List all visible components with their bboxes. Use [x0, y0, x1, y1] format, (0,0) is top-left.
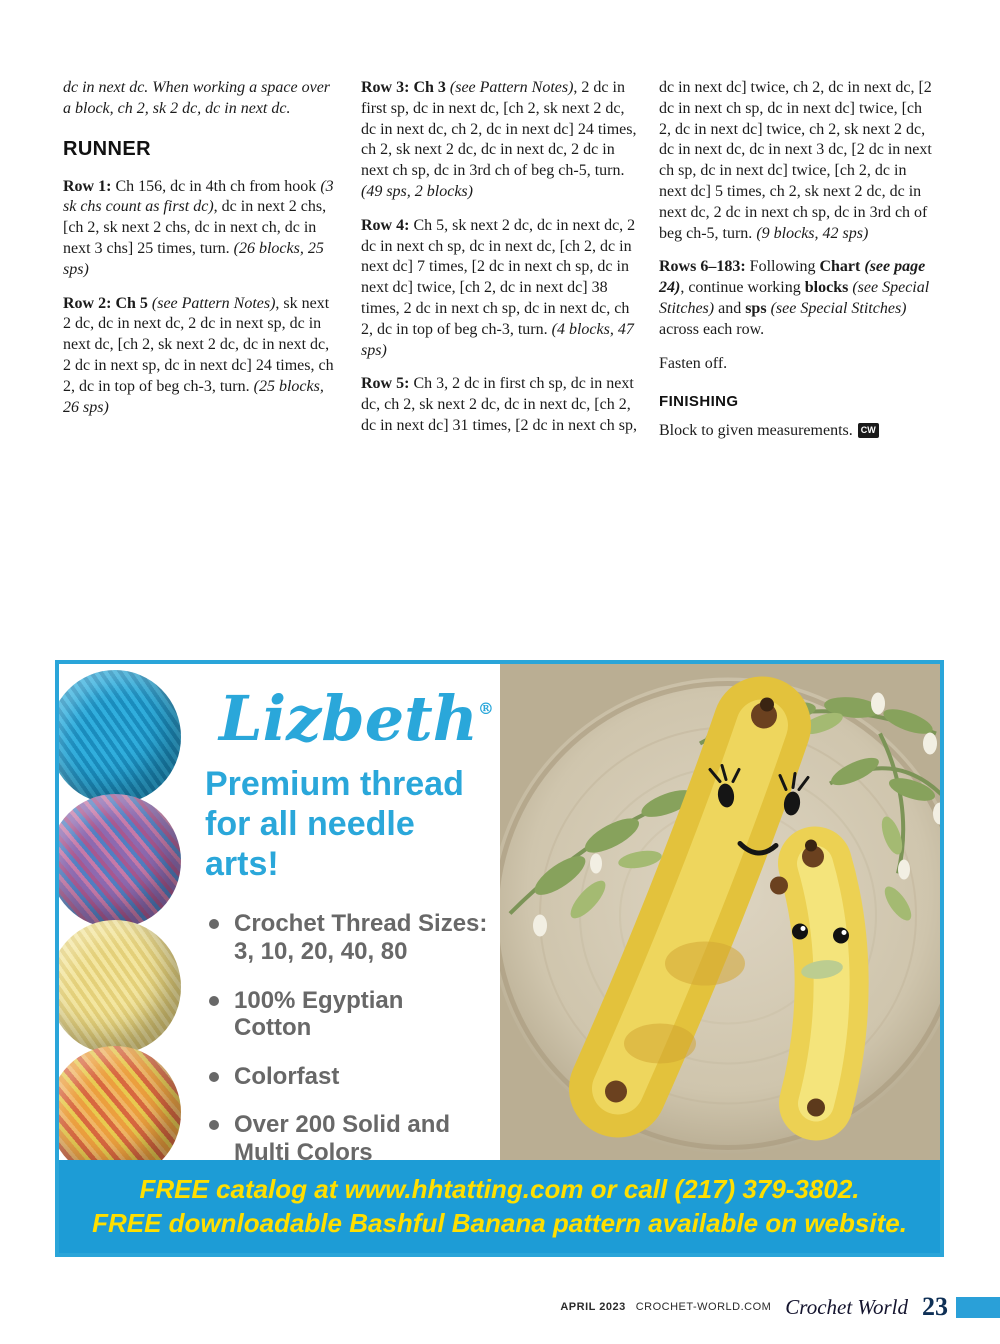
chart-ref: Chart [819, 258, 865, 276]
row-1-count: (26 blocks, 25 sps) [63, 239, 324, 278]
feature-list [205, 910, 494, 1160]
bullet-text-line: Crochet Thread Sizes: [234, 910, 488, 938]
bullet-text-line: Cotton [234, 1014, 312, 1042]
row-1-label: Row 1: [63, 177, 112, 195]
row-1-paragraph [63, 177, 339, 281]
bullet-text-line: 100% Egyptian [234, 986, 404, 1014]
row-4-paragraph [361, 216, 637, 362]
thread-balls-photo [59, 664, 183, 1160]
row-4-count: (4 blocks, 47 sps) [361, 320, 634, 359]
row-3-paragraph [361, 78, 637, 203]
thread-ball-multicolor [59, 794, 181, 928]
bullet-text-line: Multi Colors [234, 1138, 373, 1160]
row-1-text-2: , dc in next 2 chs, [ch 2, sk next 2 chs, dc in next ch, dc in next 3 chs] 25 times, turn. [63, 198, 327, 257]
finishing-heading: FINISHING [659, 393, 739, 411]
bullet-icon [209, 1120, 219, 1130]
page-number: 23 [922, 1292, 948, 1321]
ad-footer-line-1: FREE catalog at www.hhtatting.com or call (217) 379-3802. [139, 1173, 860, 1204]
row-5-label: Row 5: [361, 375, 414, 393]
thread-ball-yellow [59, 920, 181, 1054]
row-3-count: (49 sps, 2 blocks) [361, 182, 473, 200]
list-item [205, 910, 494, 965]
rows-6-text-1: Following [749, 258, 820, 276]
row-2-text: , sk next 2 dc, dc in next dc, 2 dc in next sp, dc in next dc, [ch 2, sk next 2 dc, dc in next dc, 2 dc in next sp, dc in next dc] 24 times, ch 2, dc in top of beg ch-3, turn. [63, 294, 334, 395]
row-4-label: Row 4: [361, 216, 414, 234]
headline-line-1: Premium thread [205, 765, 464, 803]
bullet-text-line: Colorfast [234, 1062, 340, 1090]
rows-6-183-label: Rows 6–183: [659, 258, 750, 276]
lizbeth-logo [219, 682, 494, 755]
website-text: CROCHET-WORLD.COM [635, 1301, 772, 1313]
banana-photo [500, 664, 940, 1160]
sps-note: (see Special Stitches) [770, 299, 907, 317]
bullet-text-line: Over 200 Solid and [234, 1111, 451, 1139]
row-3-text: , 2 dc in first sp, dc in next dc, [ch 2, sk next 2 dc, dc in next dc, ch 2, dc in next dc] 24 times, ch 2, sk next 2 dc, dc in next dc, 2 dc in next ch sp, dc in 3rd ch of beg ch-5, turn. [361, 79, 637, 180]
chart-page-ref: (see page 24) [659, 258, 926, 297]
row-1-note: (3 sk chs count as first dc) [63, 177, 334, 216]
rows-6-text-2: , continue working [680, 279, 805, 297]
rows-6-text-3: and [714, 299, 746, 317]
column-2 [361, 78, 637, 455]
row-2-note: (see Pattern Notes) [151, 294, 276, 312]
column-3 [659, 78, 935, 455]
row-5-continued-text: dc in next dc] twice, ch 2, dc in next dc, [2 dc in next ch sp, dc in next dc] twice, [ch 2, dc in next dc] twice, ch 2, sk next 2 dc, dc in next dc, dc in next 3 dc, [2 dc in next ch sp, dc in next dc] twice, [ch 2, dc in next dc] 5 times, ch 2, sk next 2 dc, dc in next dc, 2 dc in next ch sp, dc in 3rd ch of beg ch-5, turn. [659, 79, 932, 242]
rows-6-183-paragraph [659, 257, 935, 340]
issue-date: APRIL 2023 [560, 1301, 626, 1313]
row-5-count: (9 blocks, 42 sps) [756, 224, 869, 242]
ad-body [59, 664, 940, 1160]
row-5-continued-paragraph [659, 78, 935, 244]
ad-headline [205, 764, 494, 884]
blocks-ref: blocks [804, 279, 853, 297]
row-1-text: Ch 156, dc in 4th ch from hook [111, 177, 321, 195]
thread-ball-blue [59, 670, 181, 804]
lizbeth-advertisement [55, 660, 944, 1257]
block-paragraph [659, 421, 935, 442]
page-footer [560, 1292, 1000, 1322]
ad-footer-bar [59, 1160, 940, 1253]
intro-paragraph: dc in next dc. When working a space over a block, ch 2, sk 2 dc, dc in next dc. [63, 79, 331, 117]
blocks-note: (see Special Stitches) [659, 279, 930, 317]
block-text: Block to given measurements. [659, 421, 853, 439]
rows-6-text-4: across each row. [659, 320, 765, 338]
list-item [205, 987, 494, 1042]
row-4-text: Ch 5, sk next 2 dc, dc in next dc, 2 dc in next ch sp, dc in next dc, [ch 2, dc in next dc] 7 times, [2 dc in next ch sp, dc in next dc] twice, [ch 2, dc in next dc] 38 times, 2 dc in next ch sp, dc in next dc, ch 2, dc in top of beg ch-3, turn. [361, 216, 636, 338]
row-2-paragraph [63, 294, 339, 419]
bullet-icon [209, 1072, 219, 1082]
list-item [205, 1111, 494, 1160]
magazine-title: Crochet World [785, 1294, 908, 1319]
row-2-label: Row 2: Ch 5 [63, 294, 152, 312]
row-2-count: (25 blocks, 26 sps) [63, 377, 324, 416]
fasten-off-text: Fasten off. [659, 354, 728, 372]
pattern-columns [63, 78, 935, 455]
column-1 [63, 78, 339, 455]
list-item [205, 1063, 494, 1091]
ad-copy [183, 664, 500, 1160]
bullet-icon [209, 996, 219, 1006]
banana-illustration [500, 664, 940, 1160]
registered-mark: ® [477, 699, 494, 718]
footer-accent-bar [956, 1297, 1000, 1318]
thread-ball-orange [59, 1046, 181, 1160]
bullet-text-line: 3, 10, 20, 40, 80 [234, 937, 408, 965]
brand-name: Lizbeth [219, 682, 478, 755]
sps-ref: sps [745, 299, 771, 317]
row-5-text: Ch 3, 2 dc in first ch sp, dc in next dc, ch 2, sk next 2 dc, dc in next dc, [ch 2, dc in next dc] 31 times, [2 dc in next ch sp, [361, 375, 637, 434]
bullet-icon [209, 919, 219, 929]
row-3-note: (see Pattern Notes) [449, 79, 574, 96]
ad-footer-line-2: FREE downloadable Bashful Banana pattern available on website. [92, 1208, 907, 1238]
runner-heading: RUNNER [63, 137, 151, 160]
row-3-label: Row 3: Ch 3 [361, 79, 450, 96]
crochet-world-end-mark: CW [858, 423, 879, 438]
headline-line-2: for all needle arts! [205, 805, 415, 884]
row-5-paragraph [361, 374, 637, 436]
